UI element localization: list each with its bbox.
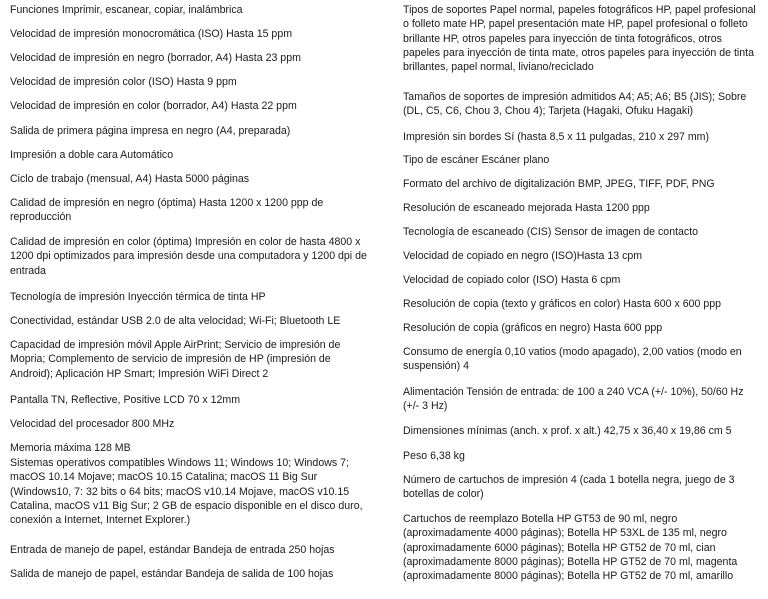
- spec-black-copy-resolution: Resolución de copia (gráficos en negro) Hasta 600 ppp: [403, 322, 663, 334]
- spec-print-technology: Tecnología de impresión Inyección térmica de tinta HP: [10, 291, 266, 303]
- spec-duty-cycle: Ciclo de trabajo (mensual, A4) Hasta 5000 páginas: [10, 173, 250, 185]
- spec-color-print-speed-draft: Velocidad de impresión en color (borrador, A4) Hasta 22 ppm: [10, 100, 297, 112]
- spec-paper-output: Salida de manejo de papel, estándar Bandeja de salida de 100 hojas: [10, 568, 334, 580]
- spec-paper-input: Entrada de manejo de papel, estándar Bandeja de entrada 250 hojas: [10, 544, 335, 556]
- spec-functions: Funciones Imprimir, escanear, copiar, inalámbrica: [10, 4, 243, 16]
- spec-cartridge-count: Número de cartuchos de impresión 4 (cada 1 botella negra, juego de 3 botellas de color): [403, 474, 735, 501]
- spec-power-supply: Alimentación Tensión de entrada: de 100 a 240 VCA (+/- 10%), 50/60 Hz (+/- 3 Hz): [403, 386, 744, 413]
- spec-scan-file-format: Formato del archivo de digitalización BMP, JPEG, TIFF, PDF, PNG: [403, 178, 715, 190]
- spec-compatible-os: Sistemas operativos compatibles Windows 11; Windows 10; Windows 7; macOS 10.14 Mojave; macOS 10.15 Catalina; macOS 11 Big Sur (Windows10, 7: 32 bits o 64 bits; macOS v10.14 Mojave, macOS v10.15 Catalina, macOS v11 Big Sur; 2 GB de espacio disponible en el disco duro, conexión a Internet, Internet Explorer.): [10, 457, 363, 527]
- spec-replacement-cartridges: Cartuchos de reemplazo Botella HP GT53 de 90 ml, negro (aproximadamente 4000 páginas); Botella HP 53XL de 135 ml, negro (aproximadamente 6000 páginas); Botella HP GT52 de 70 ml, cian (aproximadamente 8000 páginas); Botella HP GT52 de 70 ml, magenta (aproximadamente 8000 páginas); Botella HP GT52 de 70 ml, amarillo: [403, 513, 738, 583]
- spec-weight: Peso 6,38 kg: [403, 450, 465, 462]
- spec-scanner-type: Tipo de escáner Escáner plano: [403, 154, 550, 166]
- spec-display: Pantalla TN, Reflective, Positive LCD 70 x 12mm: [10, 394, 241, 406]
- spec-mobile-printing: Capacidad de impresión móvil Apple AirPrint; Servicio de impresión de Mopria; Complemento de servicio de impresión de HP (impresión de Android); Aplicación HP Smart; Impresión WiFi Direct 2: [10, 339, 341, 380]
- spec-first-page-out-black: Salida de primera página impresa en negro (A4, preparada): [10, 125, 291, 137]
- spec-mono-print-speed-iso: Velocidad de impresión monocromática (ISO) Hasta 15 ppm: [10, 28, 293, 40]
- spec-media-sizes: Tamaños de soportes de impresión admitidos A4; A5; A6; B5 (JIS); Sobre (DL, C5, C6, Chou 3, Chou 4); Tarjeta (Hagaki, Ofuku Hagaki): [403, 91, 747, 118]
- spec-max-memory: Memoria máxima 128 MB: [10, 442, 131, 454]
- spec-processor-speed: Velocidad del procesador 800 MHz: [10, 418, 175, 430]
- spec-color-print-quality: Calidad de impresión en color (óptima) Impresión en color de hasta 4800 x 1200 dpi optimizados para impresión desde una computadora y 1200 dpi de entrada: [10, 236, 367, 277]
- spec-minimum-dimensions: Dimensiones mínimas (anch. x prof. x alt.) 42,75 x 36,40 x 19,86 cm 5: [403, 425, 732, 437]
- spec-color-copy-resolution: Resolución de copia (texto y gráficos en color) Hasta 600 x 600 ppp: [403, 298, 721, 310]
- spec-media-types: Tipos de soportes Papel normal, papeles fotográficos HP, papel profesional o folleto mate HP, papel presentación mate HP, papel profesional o folleto brillante HP, otros papeles para inyección de tinta fotográficos, otros papeles para inyección de tinta mate, otros papeles para inyección de tinta brillantes, papel normal, liviano/reciclado: [403, 4, 756, 74]
- spec-enhanced-scan-resolution: Resolución de escaneado mejorada Hasta 1200 ppp: [403, 202, 650, 214]
- spec-duplex-printing: Impresión a doble cara Automático: [10, 149, 174, 161]
- spec-black-copy-speed: Velocidad de copiado en negro (ISO)Hasta 13 cpm: [403, 250, 643, 262]
- spec-color-print-speed-iso: Velocidad de impresión color (ISO) Hasta 9 ppm: [10, 76, 237, 88]
- spec-power-consumption: Consumo de energía 0,10 vatios (modo apagado), 2,00 vatios (modo en suspensión) 4: [403, 346, 742, 373]
- spec-color-copy-speed: Velocidad de copiado color (ISO) Hasta 6 cpm: [403, 274, 621, 286]
- spec-connectivity: Conectividad, estándar USB 2.0 de alta velocidad; Wi-Fi; Bluetooth LE: [10, 315, 341, 327]
- spec-scan-technology: Tecnología de escaneado (CIS) Sensor de imagen de contacto: [403, 226, 699, 238]
- spec-black-print-quality: Calidad de impresión en negro (óptima) Hasta 1200 x 1200 ppp de reproducción: [10, 197, 324, 224]
- spec-borderless-printing: Impresión sin bordes Sí (hasta 8,5 x 11 pulgadas, 210 x 297 mm): [403, 131, 710, 143]
- spec-black-print-speed-draft: Velocidad de impresión en negro (borrador, A4) Hasta 23 ppm: [10, 52, 301, 64]
